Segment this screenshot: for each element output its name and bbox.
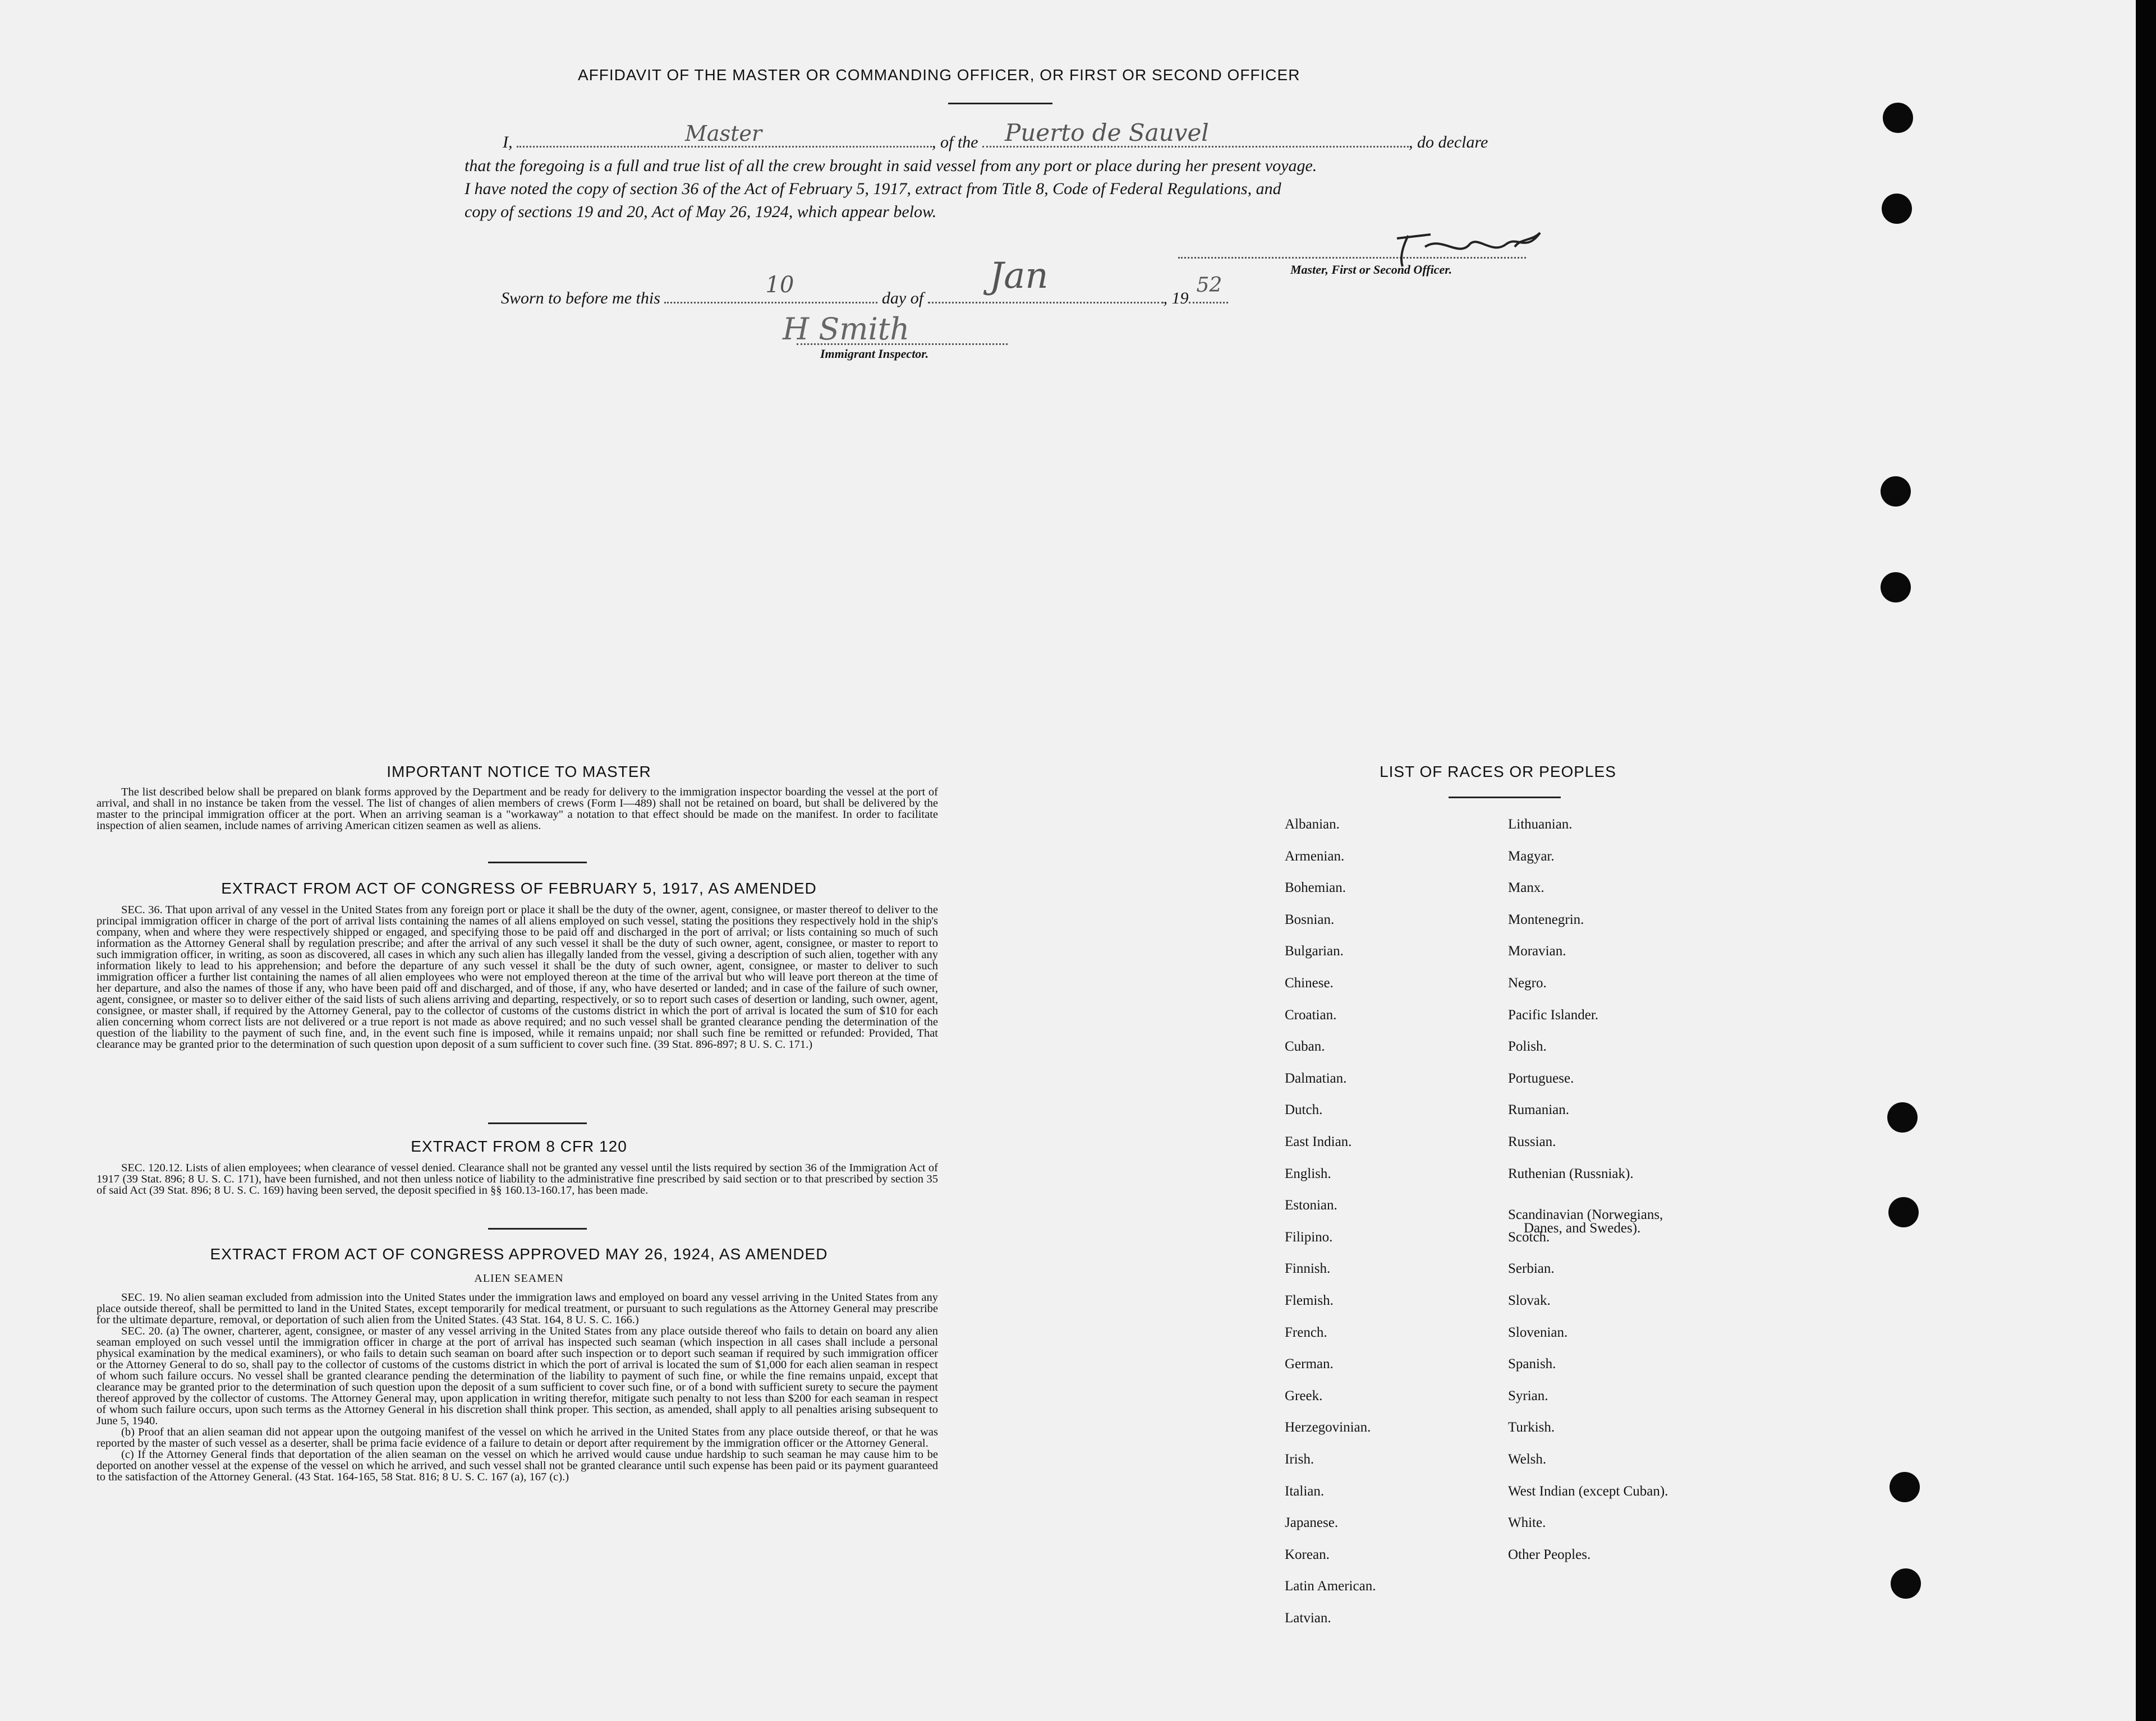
- extract-cfr-title: EXTRACT FROM 8 CFR 120: [411, 1138, 627, 1155]
- extract-1917-title: EXTRACT FROM ACT OF CONGRESS OF FEBRUARY 5, 1917, AS AMENDED: [221, 880, 817, 897]
- race-item: Turkish.: [1508, 1420, 1555, 1435]
- extract-1924-sec20a: SEC. 20. (a) The owner, charterer, agent, consignee, or master of any vessel arriving in the United States from any place outside thereof who fails to detain on board any alien seaman employed on such vessel until the immigration officer in charge at the port of arrival has inspected such seaman (which inspection in all cases shall include a personal physical examination by the medical examiners), or who fails to detain such seaman on board after such inspection or to deport such seaman if required by such immigration officer or the Attorney General to do so, shall pay to the collector of customs of the customs district in which the port of arrival is located the sum of $1,000 for each alien seaman in respect of whom such failure occurs. No vessel shall be granted clearance pending the determination of the liability to payment of such fine, or while the fine remains unpaid, except that clearance may be granted prior to the determination of such question upon the deposit of a sum sufficient to cover such fine, or of a bond with sufficient surety to secure the payment thereof approved by the collector of customs. The Attorney General may, upon application in writing therefor, mitigate such penalty to not less than $200 for each seaman in respect of whom such failure occurs, upon such terms as the Attorney General in his discretion shall think proper. This section, as amended, shall apply to all penalties arising subsequent to June 5, 1940.: [96, 1325, 938, 1427]
- punch-hole: [1883, 103, 1913, 133]
- race-item: Italian.: [1285, 1483, 1325, 1499]
- race-item: English.: [1285, 1166, 1331, 1181]
- declaration-line-2: that the foregoing is a full and true list of all the crew brought in said vessel from any port or place during her present voyage.: [465, 157, 1317, 175]
- race-item: Latin American.: [1285, 1579, 1376, 1594]
- race-item: Negro.: [1508, 975, 1547, 991]
- extract-1924-sec20c: (c) If the Attorney General finds that deportation of the alien seaman on the vessel on which he arrived would cause undue hardship to such seaman he may cause him to be deported on another vessel at the expense of the vessel on which he arrived, and such vessel shall not be granted clearance until such expense has been paid or its payment guaranteed to the satisfaction of the Attorney General. (43 Stat. 164-165, 58 Stat. 816; 8 U. S. C. 167 (a), 167 (c).): [96, 1448, 938, 1483]
- race-item: Other Peoples.: [1508, 1547, 1591, 1562]
- race-item: Pacific Islander.: [1508, 1007, 1599, 1023]
- race-item: Croatian.: [1285, 1007, 1337, 1023]
- race-item: Welsh.: [1508, 1452, 1547, 1467]
- sworn-month-handwritten: Jan: [989, 255, 1049, 297]
- race-item: Ruthenian (Russniak).: [1508, 1166, 1634, 1181]
- race-item: Slovak.: [1508, 1293, 1551, 1308]
- sworn-day-of: day of: [881, 289, 924, 307]
- race-item: Montenegrin.: [1508, 912, 1584, 927]
- race-item: Danes, and Swedes).: [1524, 1221, 1641, 1236]
- race-item: Flemish.: [1285, 1293, 1334, 1308]
- declaration-declare: , do declare: [1409, 133, 1488, 151]
- race-item: Polish.: [1508, 1039, 1547, 1055]
- race-item: Slovenian.: [1508, 1324, 1568, 1340]
- extract-1924-sec19: SEC. 19. No alien seaman excluded from admission into the United States under the immigration laws and employed on board any vessel arriving in the United States from any place outside thereof, shall be permitted to land in the United States, except temporarily for medical treatment, or pursuant to such regulations as the Attorney General may prescribe for the ultimate departure, removal, or deportation of such alien from the United States. (43 Stat. 164, 8 U. S. C. 166.): [96, 1291, 938, 1326]
- declaration-i: I,: [503, 133, 513, 151]
- notice-body: The list described below shall be prepared on blank forms approved by the Department and be ready for delivery to the immigration inspector boarding the vessel at the port of arrival, and shall in no instance be taken from the vessel. The list of changes of alien members of crews (Form I—489) shall not be retained on board, but shall be delivered by the master to the principal immigration officer at the port. When an arriving seaman is a "workaway" a notation to that effect should be made on the manifest. In order to facilitate inspection of alien seamen, include names of arriving American citizen seamen as well as aliens.: [96, 786, 938, 832]
- master-signature-label: Master, First or Second Officer.: [1290, 263, 1452, 277]
- races-title: LIST OF RACES OR PEOPLES: [1380, 763, 1616, 780]
- declaration-line-3: I have noted the copy of section 36 of the Act of February 5, 1917, extract from Title 8, Code of Federal Regulations, and: [465, 180, 1281, 198]
- extract-1917-body: SEC. 36. That upon arrival of any vessel in the United States from any foreign port or place it shall be the duty of the owner, agent, consignee, or master thereof to deliver to the principal immigration officer in charge of the port of arrival lists containing the names of all aliens employed on such vessel, stating the positions they respectively hold in the ship's company, when and where they were respectively shipped or engaged, and specifying those to be paid off and discharged in the port of arrival; or lists containing so much of such information as the Attorney General shall by regulation prescribe; and after the arrival of any such vessel it shall be the duty of such owner, agent, consignee, or master to report to such immigration officer, in writing, as soon as discovered, all cases in which any such alien has illegally landed from the vessel, giving a description of such alien, together with any information likely to lead to his apprehension; and before the departure of any such vessel it shall be the duty of such owner, agent, consignee, or master to deliver to such immigration officer a further list containing the names of all alien employees who were not employed thereon at the time of the arrival but who will leave port thereon at the time of her departure, and also the names of those if any, who have been paid off and discharged, and of those, if any, who have deserted or landed; and in case of the failure of such owner, agent, consignee, or master so to deliver either of the said lists of such aliens arriving and departing, respectively, or so to report such cases of desertion or landing, such owner, agent, consignee, or master shall, if required by the Attorney General, pay to the collector of customs of the customs district in which the port of arrival is located the sum of $10 for each alien concerning whom correct lists are not delivered or a true report is not made as above required; and no such vessel shall be granted clearance pending the determination of the question of the liability to the payment of such fine, and, in the event such fine is imposed, while it remains unpaid; nor shall such fine be remitted or refunded: Provided, That clearance may be granted prior to the determination of such question upon deposit of a sum sufficient to cover such fine. (39 Stat. 896-897; 8 U. S. C. 171.): [96, 904, 938, 1051]
- race-item: Chinese.: [1285, 975, 1334, 991]
- race-item: Lithuanian.: [1508, 817, 1573, 832]
- race-item: East Indian.: [1285, 1134, 1352, 1149]
- race-item: Bulgarian.: [1285, 944, 1344, 959]
- notice-title: IMPORTANT NOTICE TO MASTER: [387, 763, 651, 780]
- declaration-of-the: , of the: [932, 133, 978, 151]
- race-item: Finnish.: [1285, 1261, 1331, 1277]
- title-rule: [948, 103, 1052, 104]
- scan-edge: [2136, 0, 2156, 1721]
- race-item: Dutch.: [1285, 1102, 1323, 1118]
- race-item: Latvian.: [1285, 1610, 1331, 1626]
- sworn-year-prefix: , 19: [1163, 289, 1189, 307]
- race-item: Filipino.: [1285, 1229, 1333, 1245]
- race-item: Russian.: [1508, 1134, 1556, 1149]
- extract-1924-body: [96, 1292, 938, 1483]
- punch-hole: [1887, 1102, 1918, 1133]
- punch-hole: [1881, 476, 1911, 507]
- punch-hole: [1881, 572, 1911, 602]
- race-item: Estonian.: [1285, 1198, 1337, 1213]
- sworn-line: [501, 255, 1228, 310]
- section-rule: [488, 862, 587, 863]
- race-item: Portuguese.: [1508, 1070, 1574, 1086]
- section-rule: [488, 1122, 587, 1124]
- extract-1924-subtitle: ALIEN SEAMEN: [474, 1272, 564, 1285]
- race-item: Scotch.: [1508, 1229, 1550, 1245]
- vessel-name-handwritten: Puerto de Sauvel: [1005, 119, 1209, 146]
- race-item: Magyar.: [1508, 848, 1555, 864]
- race-item: Herzegovinian.: [1285, 1420, 1371, 1435]
- race-item: Serbian.: [1508, 1261, 1555, 1277]
- race-item: French.: [1285, 1324, 1327, 1340]
- race-item: Dalmatian.: [1285, 1070, 1347, 1086]
- race-item: Rumanian.: [1508, 1102, 1570, 1118]
- race-item: Manx.: [1508, 880, 1544, 896]
- race-item: Syrian.: [1508, 1388, 1548, 1404]
- declaration-line-1: [503, 119, 1488, 154]
- race-item: West Indian (except Cuban).: [1508, 1483, 1668, 1499]
- race-item: German.: [1285, 1356, 1334, 1372]
- punch-hole: [1882, 194, 1912, 224]
- punch-hole: [1888, 1197, 1919, 1227]
- section-rule: [488, 1228, 587, 1230]
- race-item: Korean.: [1285, 1547, 1330, 1562]
- race-item: Albanian.: [1285, 817, 1340, 832]
- extract-1924-title: EXTRACT FROM ACT OF CONGRESS APPROVED MAY 26, 1924, AS AMENDED: [210, 1245, 828, 1263]
- race-item: Moravian.: [1508, 944, 1566, 959]
- race-item: Japanese.: [1285, 1515, 1339, 1531]
- race-item: Spanish.: [1508, 1356, 1556, 1372]
- inspector-signature: H Smith: [783, 311, 910, 347]
- sworn-year-handwritten: 52: [1196, 274, 1222, 297]
- punch-hole: [1890, 1472, 1920, 1502]
- race-item: Greek.: [1285, 1388, 1323, 1404]
- extract-cfr-body: SEC. 120.12. Lists of alien employees; when clearance of vessel denied. Clearance shall not be granted any vessel until the lists required by section 36 of the Immigration Act of 1917 (39 Stat. 896; 8 U. S. C. 171), have been furnished, and not then unless notice of liability to the administrative fine prescribed by said section or to that prescribed by section 35 of said Act (39 Stat. 896; 8 U. S. C. 169) having been served, the deposit specified in §§ 160.13-160.17, has been made.: [96, 1162, 938, 1197]
- race-item: Bohemian.: [1285, 880, 1346, 896]
- master-name-handwritten: Master: [685, 121, 762, 146]
- race-item: Bosnian.: [1285, 912, 1335, 927]
- inspector-label: Immigrant Inspector.: [820, 347, 929, 361]
- sworn-prefix: Sworn to before me this: [501, 289, 660, 307]
- affidavit-title: AFFIDAVIT OF THE MASTER OR COMMANDING OFFICER, OR FIRST OR SECOND OFFICER: [578, 66, 1300, 84]
- race-item: White.: [1508, 1515, 1546, 1531]
- race-item: Scandinavian (Norwegians,: [1508, 1207, 1663, 1222]
- declaration-line-4: copy of sections 19 and 20, Act of May 26, 1924, which appear below.: [465, 203, 937, 221]
- sworn-day-handwritten: 10: [765, 272, 794, 298]
- race-item: Armenian.: [1285, 848, 1345, 864]
- races-title-rule: [1449, 797, 1561, 798]
- punch-hole: [1891, 1568, 1921, 1599]
- race-item: Irish.: [1285, 1452, 1314, 1467]
- race-item: Cuban.: [1285, 1039, 1325, 1055]
- extract-1924-sec20b: (b) Proof that an alien seaman did not appear upon the outgoing manifest of the vessel on which he arrived in the United States from any place outside thereof, or that he was reported by the master of such vessel as a deserter, shall be prima facie evidence of a failure to detain or deport after requirement by the immigration officer or the Attorney General.: [96, 1426, 938, 1449]
